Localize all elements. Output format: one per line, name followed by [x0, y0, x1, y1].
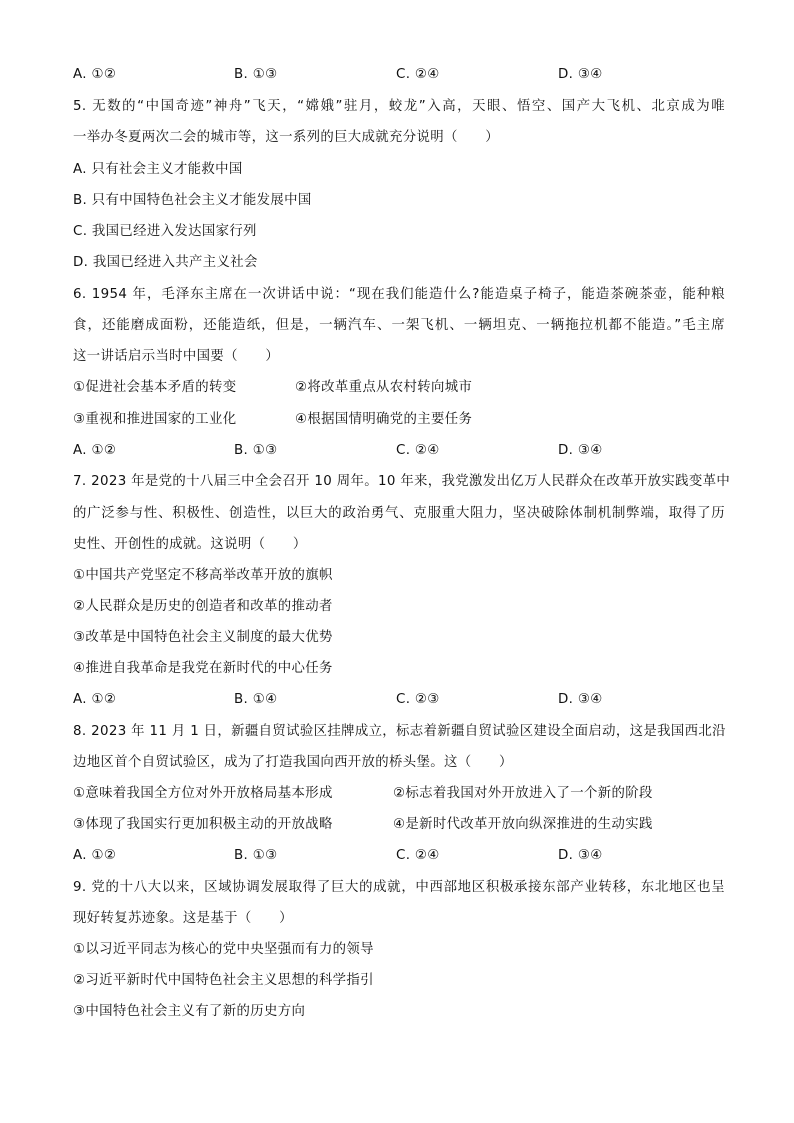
option-d: D. ③④ [558, 692, 603, 707]
option-b: B. ①③ [234, 848, 278, 863]
choice-b: B. 只有中国特色社会主义才能发展中国 [73, 193, 312, 208]
option-b: B. ①④ [234, 692, 278, 707]
question-stem-line: 6. 1954 年，毛泽东主席在一次讲话中说：“现在我们能造什么?能造桌子椅子，能造茶碗茶壶，能种粮 [73, 287, 725, 302]
statement-4: ④是新时代改革开放向纵深推进的生动实践 [393, 817, 653, 832]
option-c: C. ②④ [396, 443, 440, 458]
statement-3: ③重视和推进国家的工业化 [73, 412, 237, 427]
statement-2: ②将改革重点从农村转向城市 [295, 380, 473, 395]
question-stem-line: 一举办冬夏两次二会的城市等，这一系列的巨大成就充分说明（ ） [73, 130, 499, 145]
statement-2: ②标志着我国对外开放进入了一个新的阶段 [393, 786, 653, 801]
statement-3: ③改革是中国特色社会主义制度的最大优势 [73, 630, 333, 645]
option-a: A. ①② [73, 443, 117, 458]
option-d: D. ③④ [558, 67, 603, 82]
question-stem-line: 史性、开创性的成就。这说明（ ） [73, 537, 307, 552]
option-d: D. ③④ [558, 848, 603, 863]
choice-a: A. 只有社会主义才能救中国 [73, 162, 243, 177]
choice-d: D. 我国已经进入共产主义社会 [73, 255, 258, 270]
option-d: D. ③④ [558, 443, 603, 458]
statement-1: ①中国共产党坚定不移高举改革开放的旗帜 [73, 568, 333, 583]
option-b: B. ①③ [234, 443, 278, 458]
question-stem-line: 这一讲话启示当时中国要（ ） [73, 349, 280, 364]
question-stem-line: 现好转复苏迹象。这是基于（ ） [73, 911, 293, 926]
statement-2: ②习近平新时代中国特色社会主义思想的科学指引 [73, 973, 374, 988]
question-stem-line: 9. 党的十八大以来，区域协调发展取得了巨大的成就，中西部地区积极承接东部产业转移，东北地区也呈 [73, 880, 725, 895]
statement-4: ④根据国情明确党的主要任务 [295, 412, 473, 427]
option-a: A. ①② [73, 67, 117, 82]
statement-1: ①意味着我国全方位对外开放格局基本形成 [73, 786, 333, 801]
statement-1: ①促进社会基本矛盾的转变 [73, 380, 237, 395]
question-stem-line: 边地区首个自贸试验区，成为了打造我国向西开放的桥头堡。这（ ） [73, 755, 513, 770]
question-stem-line: 8. 2023 年 11 月 1 日，新疆自贸试验区挂牌成立，标志着新疆自贸试验区建设全面启动，这是我国西北沿 [73, 724, 726, 739]
option-a: A. ①② [73, 848, 117, 863]
option-b: B. ①③ [234, 67, 278, 82]
statement-2: ②人民群众是历史的创造者和改革的推动者 [73, 599, 333, 614]
question-stem-line: 的广泛参与性、积极性、创造性，以巨大的政治勇气、克服重大阻力，坚决破除体制机制弊端，取得了历 [73, 506, 725, 521]
option-c: C. ②③ [396, 692, 440, 707]
choice-c: C. 我国已经进入发达国家行列 [73, 224, 257, 239]
option-c: C. ②④ [396, 848, 440, 863]
statement-3: ③中国特色社会主义有了新的历史方向 [73, 1004, 306, 1019]
statement-1: ①以习近平同志为核心的党中央坚强而有力的领导 [73, 942, 374, 957]
option-c: C. ②④ [396, 67, 440, 82]
question-stem-line: 食，还能磨成面粉，还能造纸，但是，一辆汽车、一架飞机、一辆坦克、一辆拖拉机都不能造。”毛主席 [73, 318, 725, 333]
option-a: A. ①② [73, 692, 117, 707]
question-stem-line: 5. 无数的“中国奇迹”神舟”飞天，“嫦娥”驻月，蛟龙”入高，天眼、悟空、国产大飞机、北京成为唯 [73, 99, 725, 114]
question-stem-line: 7. 2023 年是党的十八届三中全会召开 10 周年。10 年来，我党激发出亿万人民群众在改革开放实践变革中 [73, 474, 731, 489]
statement-3: ③体现了我国实行更加积极主动的开放战略 [73, 817, 333, 832]
statement-4: ④推进自我革命是我党在新时代的中心任务 [73, 661, 333, 676]
